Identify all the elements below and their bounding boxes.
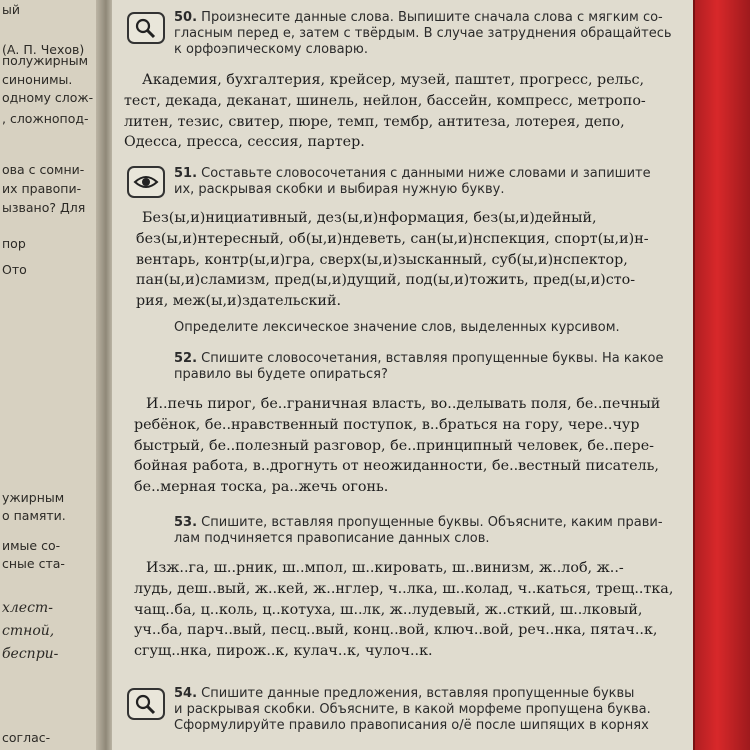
body-line: Без(ы,и)нициативный, дез(ы,и)нформация, без(ы,и)дейный, (142, 210, 597, 226)
left-page-line: (А. П. Чехов) (2, 42, 85, 57)
instruction-line: лам подчиняется правописание данных слов. (174, 531, 490, 546)
task-50-body (124, 70, 646, 153)
left-page-line: , сложнопод- (2, 111, 89, 126)
instruction-line: Произнесите данные слова. Выпишите сначала слова с мягким со- (201, 10, 663, 25)
body-line: И..печь пирог, бе..граничная власть, во..делывать поля, бе..печный (146, 396, 661, 412)
left-page-line: полужирным (2, 53, 88, 68)
left-page-line: ова с сомни- (2, 162, 85, 177)
body-line: без(ы,и)нтересный, об(ы,и)ндеветь, сан(ы,и)нспекция, спорт(ы,и)н- (136, 230, 649, 247)
task-54-instruction (174, 686, 651, 734)
task-number: 52. (174, 351, 198, 366)
task-53-body (134, 558, 674, 662)
left-page-line: синонимы. (2, 72, 73, 87)
left-page-line: сные ста- (2, 556, 65, 571)
right-page (112, 0, 695, 750)
body-line: тест, декада, деканат, шинель, нейлон, бассейн, компресс, метропо- (124, 92, 646, 109)
task-53-instruction (174, 515, 663, 547)
left-page-line: их правопи- (2, 181, 82, 196)
body-line: Академия, бухгалтерия, крейсер, музей, паштет, прогресс, рельс, (142, 72, 645, 88)
eye-icon (127, 166, 165, 198)
magnifier-icon (127, 12, 165, 44)
body-line: бойная работа, в..дрогнуть от неожиданности, бе..вестный писатель, (134, 458, 659, 475)
body-line: литен, тезис, свитер, пюре, темп, тембр, антитеза, лотерея, депо, (124, 113, 625, 130)
task-51-note: Определите лексическое значение слов, выделенных курсивом. (174, 320, 620, 335)
instruction-line: их, раскрывая скобки и выбирая нужную букву. (174, 182, 505, 197)
body-line: Одесса, пресса, сессия, партер. (124, 134, 365, 151)
body-line: бе..мерная тоска, ра..жечь огонь. (134, 479, 389, 496)
body-line: пан(ы,и)сламизм, пред(ы,и)дущий, под(ы,и)тожить, пред(ы,и)сто- (136, 272, 636, 289)
left-page-line: ый (2, 2, 20, 17)
instruction-line: Составьте словосочетания с данными ниже словами и запишите (201, 166, 651, 181)
body-line: быстрый, бе..полезный разговор, бе..принципный человек, бе..пере- (134, 437, 654, 454)
left-page-line: о памяти. (2, 508, 66, 523)
task-number: 53. (174, 515, 198, 530)
body-line: уч..ба, парч..вый, песц..вый, конц..вой, ключ..вой, реч..нка, пятач..к, (134, 622, 658, 639)
instruction-line: Спишите данные предложения, вставляя пропущенные буквы (201, 686, 635, 701)
left-page-line: хлест- (2, 600, 53, 616)
left-page (0, 0, 104, 750)
left-page-line: имые со- (2, 538, 61, 553)
instruction-line: Спишите, вставляя пропущенные буквы. Объясните, каким прави- (201, 515, 663, 530)
body-line: лудь, деш..вый, ж..кей, ж..нглер, ч..лка, ш..колад, ч..каться, трещ..тка, (134, 580, 674, 597)
instruction-line: Сформулируйте правило правописания о/ё после шипящих в корнях (174, 718, 649, 733)
instruction-line: гласным перед е, затем с твёрдым. В случае затруднения обращайтесь (174, 26, 672, 41)
task-51-instruction (174, 166, 651, 198)
left-page-line: соглас- (2, 730, 51, 745)
instruction-line: правило вы будете опираться? (174, 367, 388, 382)
left-page-line: одному слож- (2, 90, 94, 105)
task-number: 50. (174, 10, 198, 25)
instruction-line: и раскрывая скобки. Объясните, в какой морфеме пропущена буква. (174, 702, 651, 717)
left-page-line: ызвано? Для (2, 200, 86, 215)
task-50-instruction (174, 10, 672, 58)
task-52-instruction (174, 351, 664, 383)
body-line: рия, меж(ы,и)здательский. (136, 293, 342, 310)
left-page-line: стной, (2, 623, 55, 639)
left-page-line: пор (2, 236, 26, 251)
left-page-line: Ото (2, 262, 27, 277)
body-line: вентарь, контр(ы,и)гра, сверх(ы,и)зысканный, суб(ы,и)нспектор, (136, 251, 628, 268)
instruction-line: Спишите словосочетания, вставляя пропущенные буквы. На какое (201, 351, 664, 366)
body-line: чащ..ба, ц..коль, ц..котуха, ш..лк, ж..лудевый, ж..сткий, ш..лковый, (134, 601, 643, 618)
task-51-body (136, 208, 649, 312)
body-line: сгущ..нка, пирож..к, кулач..к, чулоч..к. (134, 643, 433, 660)
body-line: Изж..га, ш..рник, ш..мпол, ш..кировать, ш..винизм, ж..лоб, ж..- (146, 560, 624, 576)
left-page-line: ужирным (2, 490, 65, 505)
body-line: ребёнок, бе..нравственный поступок, в..браться на гору, чере..чур (134, 416, 640, 433)
magnifier-icon (127, 688, 165, 720)
task-52-body (134, 394, 661, 498)
left-page-line: беспри- (2, 646, 59, 662)
task-number: 51. (174, 166, 198, 181)
instruction-line: к орфоэпическому словарю. (174, 42, 368, 57)
task-number: 54. (174, 686, 198, 701)
red-book-cover (695, 0, 750, 750)
